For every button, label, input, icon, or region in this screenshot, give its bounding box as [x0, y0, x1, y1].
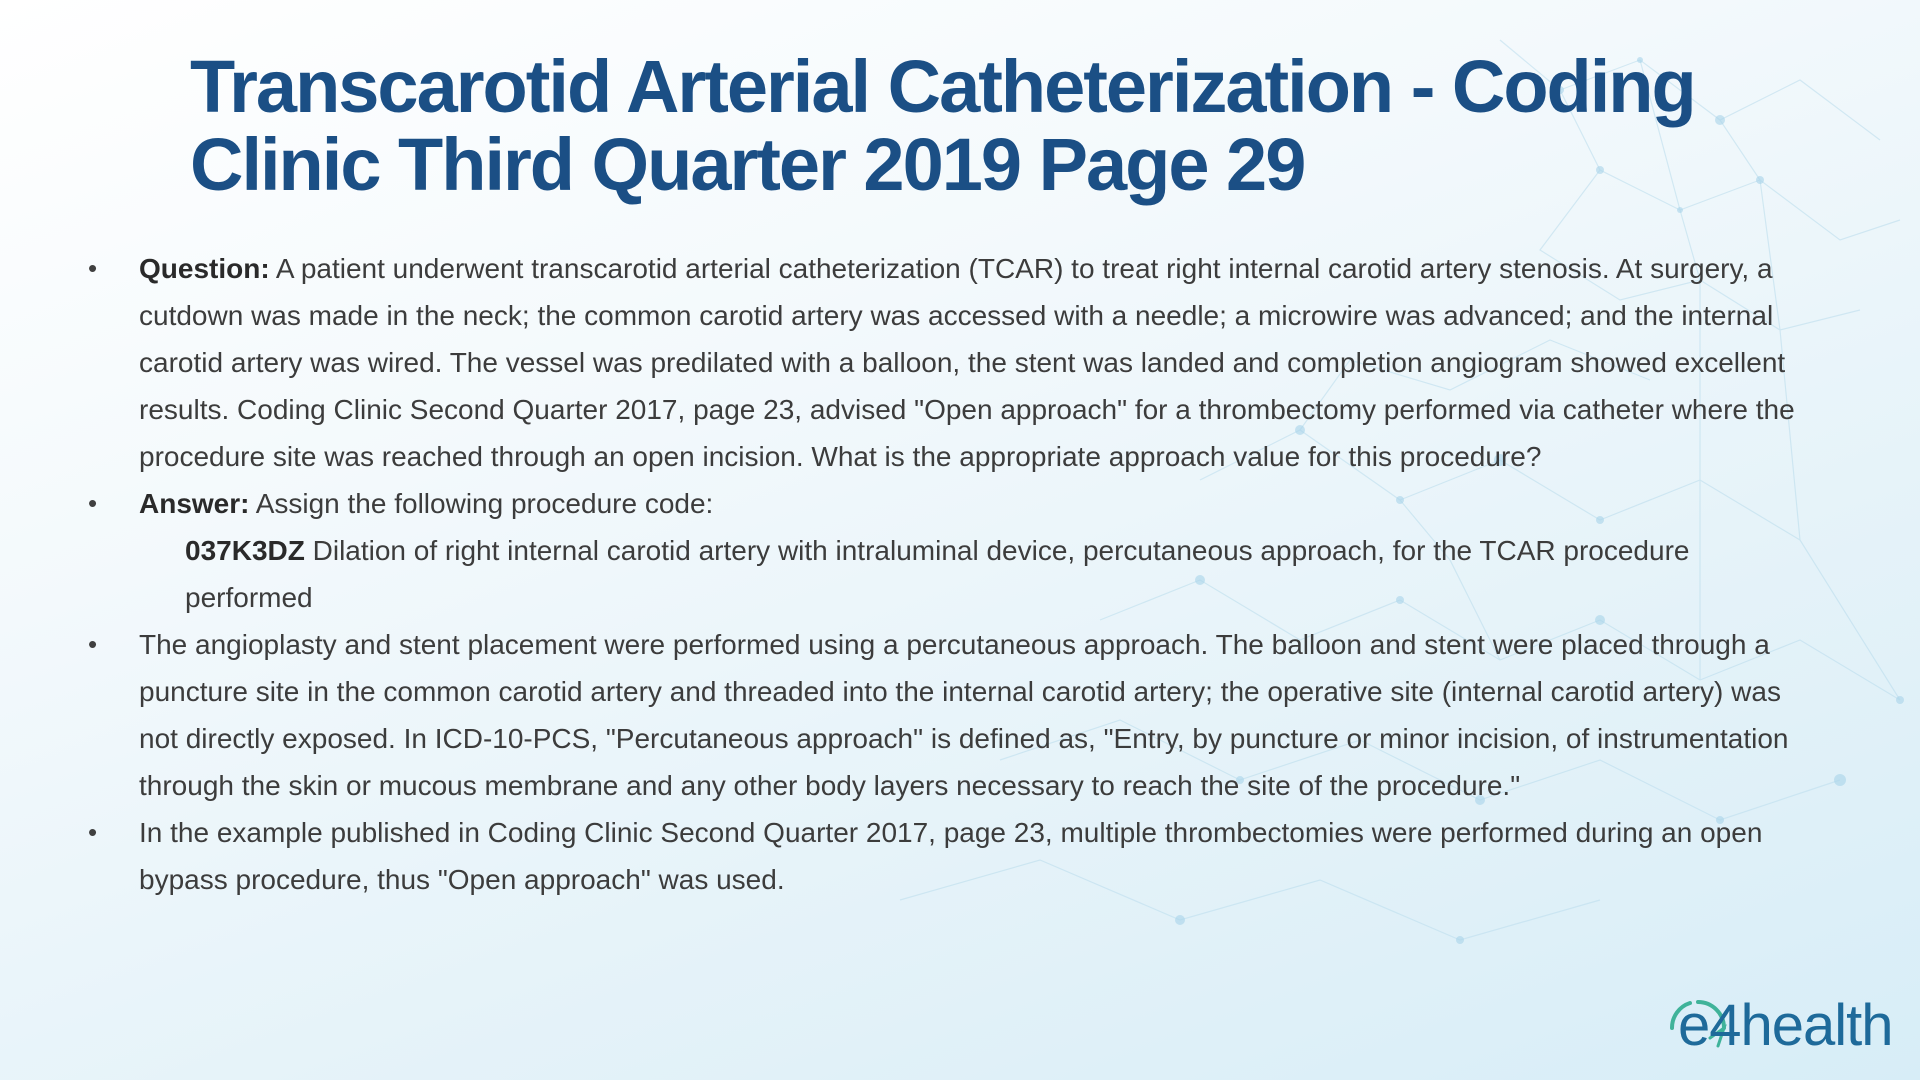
question-text: A patient underwent transcarotid arterial catheterization (TCAR) to treat right internal carotid artery stenosis. At surgery, a cutdown was made in the neck; the common carotid artery was accessed with a needle; a microwire was advanced; and the internal carotid artery was wired. The vessel was predilated with a balloon, the stent was landed and completion angiogram showed excellent results. Coding Clinic Second Quarter 2017, page 23, advised "Open approach" for a thrombectomy performed via catheter where the procedure site was reached through an open incision. What is the appropriate approach value for this procedure?	[139, 253, 1795, 472]
bullet-example	[0, 809, 1809, 903]
bullet-explanation	[0, 621, 1809, 809]
bullet-marker: •	[88, 488, 98, 518]
bullet-question	[0, 245, 1809, 480]
bullet-marker: •	[88, 817, 98, 847]
answer-label: Answer:	[139, 488, 250, 519]
procedure-code-description: Dilation of right internal carotid artery with intraluminal device, percutaneous approach, for the TCAR procedure performed	[185, 535, 1690, 613]
answer-text: Assign the following procedure code:	[249, 488, 714, 519]
procedure-code: 037K3DZ	[185, 535, 305, 566]
bullet-marker: •	[88, 253, 98, 283]
bullet-answer	[0, 480, 1809, 527]
question-label: Question:	[139, 253, 270, 284]
e4health-logo	[1668, 990, 1898, 1062]
explanation-text: The angioplasty and stent placement were performed using a percutaneous approach. The balloon and stent were placed through a puncture site in the common carotid artery and threaded into the internal carotid artery; the operative site (internal carotid artery) was not directly exposed. In ICD-10-PCS, "Percutaneous approach" is defined as, "Entry, by puncture or minor incision, of instrumentation through the skin or mucous membrane and any other body layers necessary to reach the site of the procedure."	[139, 629, 1789, 801]
example-text: In the example published in Coding Clinic Second Quarter 2017, page 23, multiple thrombectomies were performed during an open bypass procedure, thus "Open approach" was used.	[139, 817, 1763, 895]
bullet-marker: •	[88, 629, 98, 659]
slide-body	[0, 245, 1920, 903]
logo-wordmark: e4health	[1678, 993, 1893, 1058]
slide-title: Transcarotid Arterial Catheterization - Coding Clinic Third Quarter 2019 Page 29	[190, 45, 1695, 206]
procedure-code-block	[0, 527, 1745, 621]
